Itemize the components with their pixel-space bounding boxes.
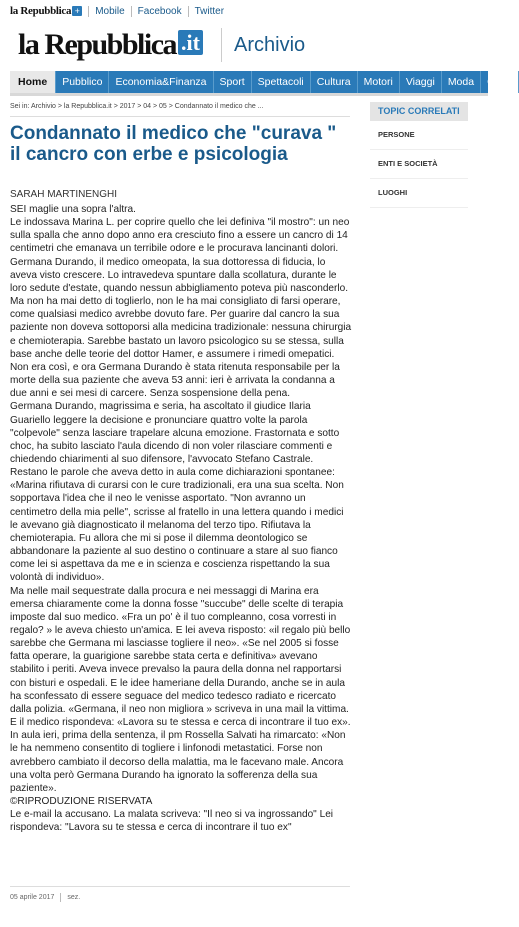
divider <box>60 893 61 902</box>
article-paragraph: Le indossava Marina L. per coprire quello che lei definiva "il mostro": un neo sulla spalla che anno dopo anno era cresciuto fino a essere un cancro di 14 centimetri che emanava un terribile odore e le procurava lancinanti dolori. Germana Durando, il medico omeopata, la sua dottoressa di fiducia, lo aveva visto crescere. Lo intravedeva spuntare dalla scollatura, durante le loro sedute d'estate, quando nessun abbigliamento poteva più nasconderlo. Ma non ha mai detto di toglierlo, non le ha mai consigliato di farsi operare, come qualsiasi medico avrebbe dovuto fare. Per guarire dal cancro la sua paziente non doveva sottoporsi alla medicina tradizionale: nessuna chirurgia e chemioterapia. Sarebbe bastato un lavoro psicologico su se stessa, sulla base anche delle teorie del dottor Hamer, e assumere i rimedi omepatici. Non era così, e ora Germana Durando è stata ritenuta responsabile per la morte della sua paziente che aveva 53 anni: ieri è arrivata la condanna a due anni e sei mesi di carcere. Senza sospensione della pena. <box>10 217 352 400</box>
article-paragraph: Restano le parole che aveva detto in aula come dichiarazioni spontanee: «Marina rifiutava di curarsi con le cure tradizionali, era una sua scelta. Non sopportava l'idea che il neo le venisse asportato. "Non avranno un centimetro della mia pelle", scrisse al fratello in una lettera quando i medici le avevano già diagnosticato il melanoma del terzo tipo. Rifiutava la chemioterapia. Fu allora che mi si pose il dilemma deontologico se abbandonare la paziente al suo destino o continuare a stare al suo fianco come lei si aspettava da me e in scienza e coscienza rispettando la sua volontà di individuo». <box>10 467 344 584</box>
facebook-link[interactable]: Facebook <box>137 5 182 17</box>
plus-icon: + <box>72 6 82 16</box>
article-section: sez. <box>67 894 81 901</box>
nav-item-economia-finanza[interactable]: Economia&Finanza <box>109 71 213 93</box>
divider <box>10 116 350 117</box>
nav-item-spettacoli[interactable]: Spettacoli <box>252 71 311 93</box>
breadcrumb[interactable]: Sei in: Archivio > la Repubblica.it > 2017 > 04 > 05 > Condannato il medico che ... <box>10 103 264 110</box>
nav-item-cultura[interactable]: Cultura <box>311 71 358 93</box>
nav-item-moda[interactable]: Moda <box>442 71 481 93</box>
nav-item-pubblico[interactable]: Pubblico <box>56 71 109 93</box>
article-body <box>10 203 352 835</box>
topic-link-luoghi[interactable]: LUOGHI <box>370 179 468 208</box>
main-nav <box>10 71 512 93</box>
article-footer <box>10 893 80 902</box>
copyright-notice: ©RIPRODUZIONE RISERVATA <box>10 796 153 808</box>
masthead <box>18 28 305 62</box>
twitter-link[interactable]: Twitter <box>194 5 225 17</box>
divider <box>131 6 132 17</box>
article-title: Condannato il medico che "curava " il cancro con erbe e psicologia <box>10 123 337 165</box>
related-topics-heading: TOPIC CORRELATI <box>370 102 468 121</box>
nav-item-casa[interactable]: Casa <box>481 71 519 93</box>
article-paragraph: Ma nelle mail sequestrate dalla procura e nei messaggi di Marina era emersa chiaramente come la donna fosse "succube" delle scelte di terapia imposte dal suo medico. «Fra un po' è il tuo compleanno, cosa vorresti in regalo? » le aveva chiesto un'amica. E lei aveva risposto: «il regalo più bello sarebbe che Germana mi lasciasse togliere il neo». «Se nel 2005 si fosse fatta operare, la guarigione sarebbe stata certa e definitiva» avevano stabilito i periti. Aveva invece prevalso la paura della donna nel rapportarsi con bisturi e ospedali. E le idee hameriane della Durando, anche se in aula ha sconfessato di essere seguace del medico tedesco radiato e ricercato dalla polizia. «Germana, il neo non migliora » scriveva in una mail la vittima. E il medico rispondeva: «Lavora su te stessa e cerca di incontrare il tuo ex». In aula ieri, prima della sentenza, il pm Rossella Salvati ha rimarcato: «Non le ha nemmeno consentito di togliere i linfonodi metastatici. Forse non avrebbero cambiato il decorso della malattia, ma le facevano male. Ancora una volta però Germana Durando ha ignorato la sofferenza della sua paziente». <box>10 585 351 794</box>
nav-item-viaggi[interactable]: Viaggi <box>400 71 442 93</box>
mobile-link[interactable]: Mobile <box>95 5 125 17</box>
repubblica-mini-logo[interactable]: la Repubblica + <box>10 5 82 17</box>
topic-link-persone[interactable]: PERSONE <box>370 121 468 150</box>
article-paragraph: Germana Durando, magrissima e seria, ha ascoltato il giudice Ilaria Guariello leggere la decisione e pronunciare quattro volte la parola "colpevole" senza lasciare trapelare alcuna emozione. Frastornata e sotto choc, ha subito lasciato l'aula dicendo di non voler rilasciare commenti e chiedendo chiarimenti al suo difensore, l'avvocato Stefano Castrale. <box>10 401 340 465</box>
divider <box>221 28 222 62</box>
nav-underline <box>10 93 488 96</box>
repubblica-logo[interactable]: la Repubblica .it <box>18 28 203 62</box>
nav-item-motori[interactable]: Motori <box>358 71 400 93</box>
divider <box>88 6 89 17</box>
divider <box>10 886 350 887</box>
article-date: 05 aprile 2017 <box>10 894 55 901</box>
divider <box>188 6 189 17</box>
article-author: SARAH MARTINENGHI <box>10 189 118 200</box>
topic-link-enti-societa[interactable]: ENTI E SOCIETÀ <box>370 150 468 179</box>
article-subhead: Le e-mail la accusano. La malata scriveva: "Il neo si va ingrossando" Lei rispondeva: "Lavora su te stessa e cerca di incontrare il tuo ex" <box>10 809 334 834</box>
article-paragraph: SEI maglie una sopra l'altra. <box>10 204 136 215</box>
section-title[interactable]: Archivio <box>234 33 306 56</box>
nav-item-sport[interactable]: Sport <box>214 71 252 93</box>
nav-item-home[interactable]: Home <box>10 71 56 93</box>
related-topics-sidebar <box>370 102 468 208</box>
top-links-bar <box>10 4 224 18</box>
